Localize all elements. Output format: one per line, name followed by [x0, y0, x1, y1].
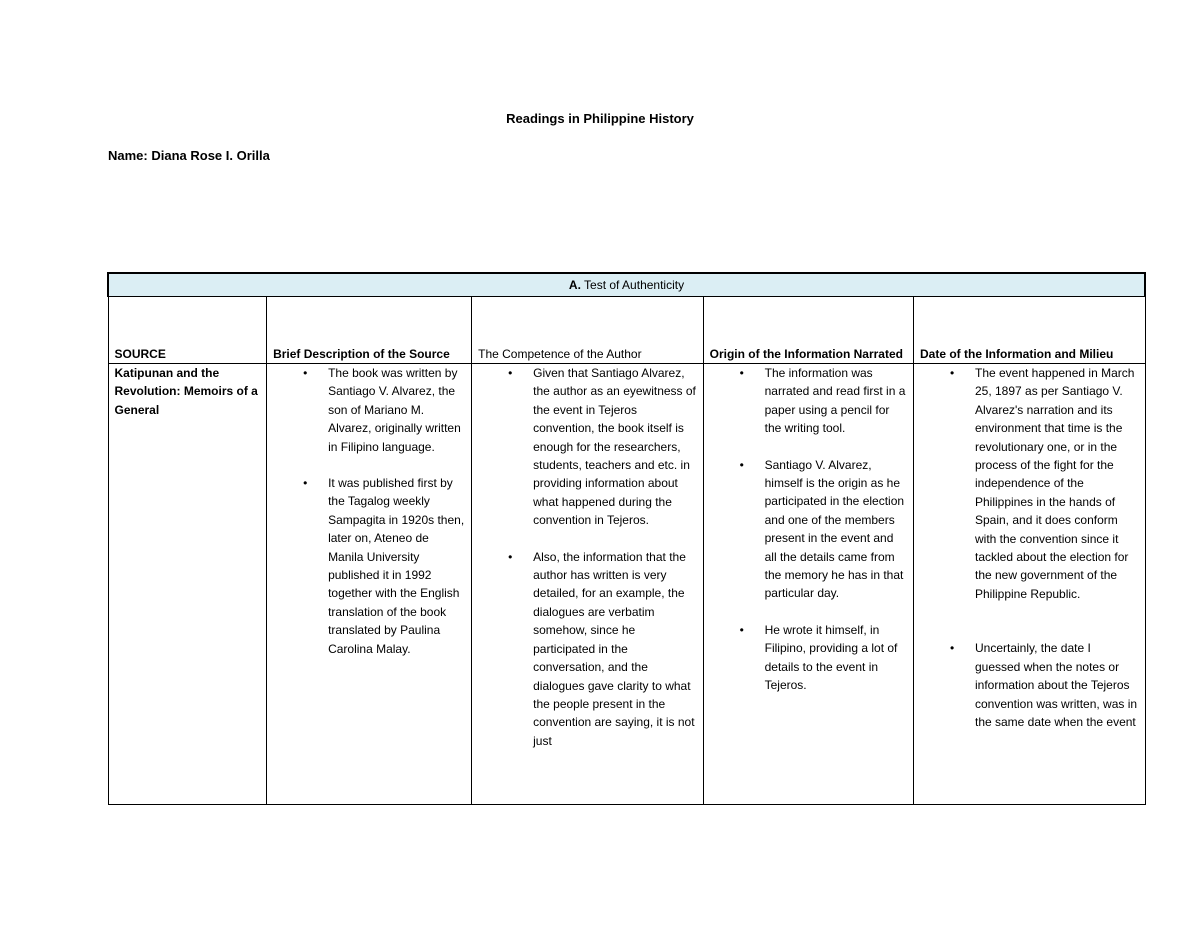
cell-competence	[472, 364, 704, 805]
date-list	[920, 364, 1139, 731]
origin-item-1: The information was narrated and read first in a paper using a pencil for the writing tool.	[764, 366, 906, 436]
bullet-icon: •	[303, 476, 308, 491]
competence-list	[478, 364, 697, 750]
source-title: Katipunan and the Revolution: Memoirs of a General	[114, 366, 258, 417]
document-title: Readings in Philippine History	[506, 111, 694, 126]
header-competence: The Competence of the Author	[472, 297, 704, 364]
header-description: Brief Description of the Source	[267, 297, 472, 364]
list-item	[478, 364, 697, 530]
table-banner	[108, 273, 1145, 297]
student-name: Name: Diana Rose I. Orilla	[108, 148, 270, 163]
competence-item-2: Also, the information that the author has written is very detailed, for an example, the dialogues are verbatim somehow, since he participated in the conversation, and the dialogues gave clarity to what the people present in the convention are saying, it is not just	[533, 549, 695, 748]
bullet-icon: •	[739, 366, 744, 380]
bullet-icon: •	[949, 366, 955, 380]
competence-item-1: Given that Santiago Alvarez, the author as an eyewitness of the event in Tejeros convention, the book itself is enough for the researchers, students, teachers and etc. in providing information about what happened during the convention in Tejeros.	[533, 366, 696, 528]
cell-description	[267, 364, 472, 805]
header-date: Date of the Information and Milieu	[913, 297, 1145, 364]
cell-origin	[703, 364, 913, 805]
list-item	[478, 548, 697, 750]
bullet-icon: •	[739, 622, 744, 637]
list-item	[920, 364, 1139, 603]
date-item-2: Uncertainly, the date I guessed when the notes or information about the Tejeros convention was written, was in the same date when the event	[974, 641, 1138, 729]
bullet-icon: •	[739, 457, 744, 472]
bullet-icon: •	[508, 366, 513, 380]
list-item	[710, 456, 907, 603]
description-list	[273, 364, 465, 658]
cell-date	[913, 364, 1145, 805]
list-item	[920, 639, 1139, 731]
banner-prefix: A.	[568, 278, 581, 292]
cell-source	[108, 364, 267, 805]
origin-item-2: Santiago V. Alvarez, himself is the origin as he participated in the election and one of the members present in the event and all the details came from the memory he has in that particular day.	[764, 457, 905, 601]
list-item	[710, 364, 907, 438]
origin-list	[710, 364, 907, 695]
list-item	[273, 474, 465, 658]
authenticity-table	[107, 272, 1146, 805]
description-item-1: The book was written by Santiago V. Alvarez, the son of Mariano M. Alvarez, originally written in Filipino language.	[328, 366, 461, 454]
origin-item-3: He wrote it himself, in Filipino, providing a lot of details to the event in Tejeros.	[764, 622, 898, 693]
table-row	[108, 364, 1145, 805]
banner-text: Test of Authenticity	[584, 278, 685, 292]
list-item	[273, 364, 465, 456]
header-origin: Origin of the Information Narrated	[703, 297, 913, 364]
description-item-2: It was published first by the Tagalog weekly Sampagita in 1920s then, later on, Ateneo de Manila University published it in 1992 together with the English translation of the book translated by Paulina Carolina Malay.	[328, 476, 465, 656]
list-item	[710, 621, 907, 695]
date-item-1: The event happened in March 25, 1897 as per Santiago V. Alvarez's narration and its environment that time is the revolutionary one, or in the process of the fight for the independence of the Philippines in the hands of Spain, and it does conform with the convention since it tackled about the election for the new government of the Philippine Republic.	[974, 366, 1135, 601]
bullet-icon: •	[949, 641, 955, 656]
bullet-icon: •	[508, 549, 513, 564]
bullet-icon: •	[303, 366, 308, 380]
header-source: SOURCE	[108, 297, 267, 364]
